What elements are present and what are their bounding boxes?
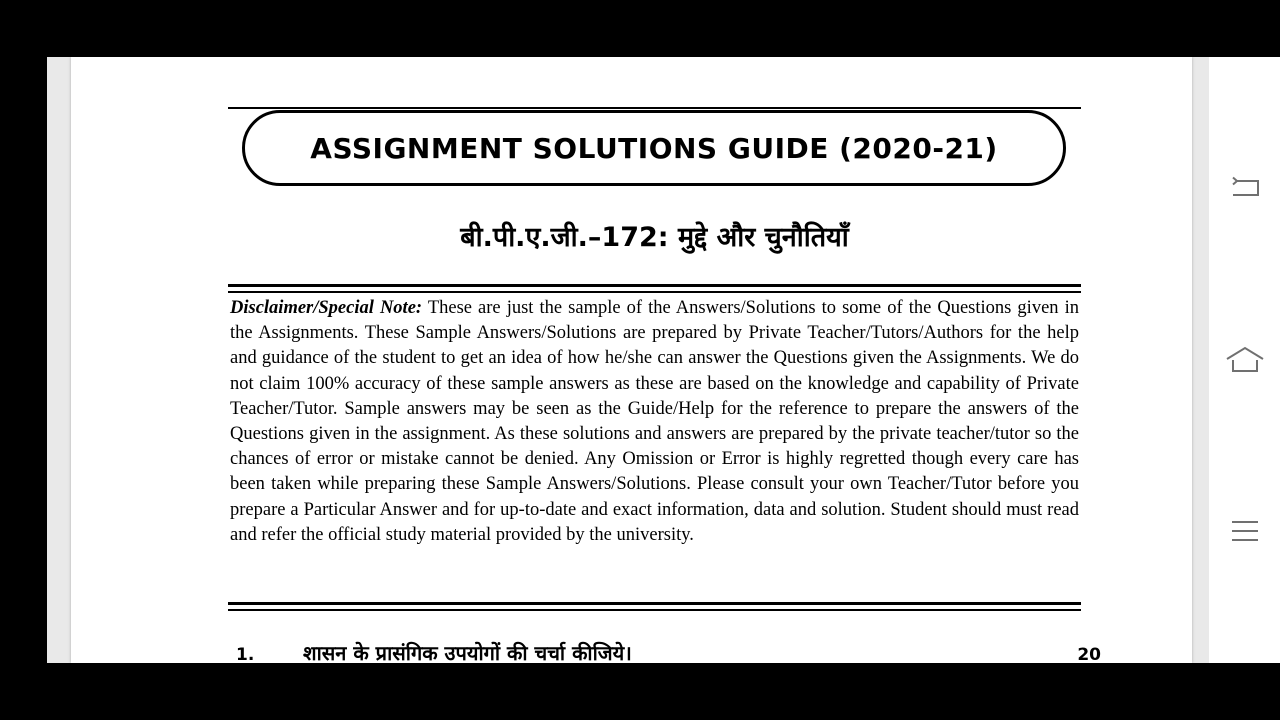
disclaimer-body: These are just the sample of the Answers/Solutions to some of the Questions given in the Assignments. These Sample Answers/Solutions are prepared by Private Teacher/Tutors/Authors for the help and guidance of the student to get an idea of how he/she can answer the Questions given the Assignments. We do not claim 100% accuracy of these sample answers as these are based on the knowledge and capability of Private Teacher/Tutor. Sample answers may be seen as the Guide/Help for the reference to prepare the answers of the Questions given in the assignment. As these solutions and answers are prepared by the private teacher/tutor so the chances of error or mistake cannot be denied. Any Omission or Error is highly regretted though every care has been taken while preparing these Sample Answers/Solutions. Please consult your own Teacher/Tutor before you prepare a Particular Answer and for up-to-date and exact information, data and solution. Student should must read and refer the official study material provided by the university. (230, 298, 1079, 545)
question-number: 1. (236, 645, 255, 663)
menu-icon (1230, 519, 1260, 543)
disclaimer-bottom-rule (228, 602, 1081, 611)
banner-top-rule (228, 107, 1081, 109)
menu-button[interactable] (1223, 509, 1267, 553)
disclaimer-paragraph (230, 296, 1079, 548)
back-icon (1228, 175, 1262, 201)
back-button[interactable] (1223, 166, 1267, 210)
title-banner (242, 110, 1066, 186)
question-marks: 20 (1077, 645, 1101, 663)
navigation-bar (1209, 57, 1280, 663)
question-row (228, 635, 1101, 663)
course-subtitle: बी.पी.ए.जी.–172: मुद्दे और चुनौतियाँ (460, 222, 849, 253)
banner-title: ASSIGNMENT SOLUTIONS GUIDE (2020-21) (310, 131, 998, 165)
document-viewer[interactable] (47, 57, 1209, 663)
question-text: शासन के प्रासंगिक उपयोगों की चर्चा कीजिये। (303, 641, 632, 663)
home-button[interactable] (1223, 338, 1267, 382)
disclaimer-top-rule (228, 284, 1081, 293)
disclaimer-lead: Disclaimer/Special Note: (230, 298, 423, 318)
home-icon (1224, 345, 1266, 375)
document-page (71, 57, 1192, 663)
